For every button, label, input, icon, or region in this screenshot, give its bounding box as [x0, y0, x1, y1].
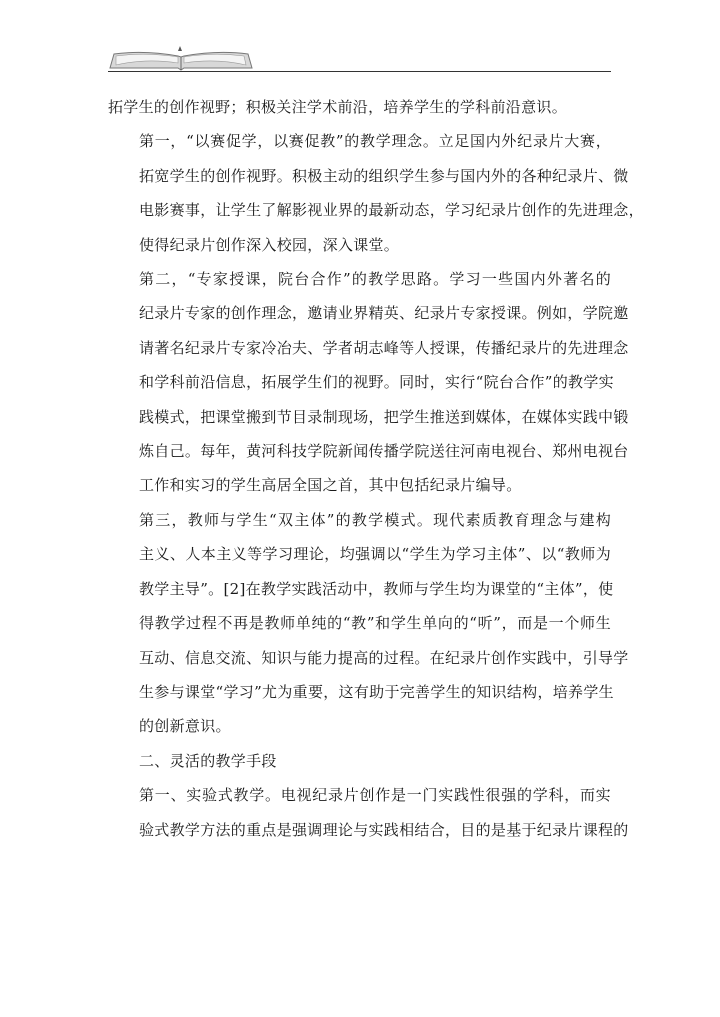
text-line: 第一、实验式教学。电视纪录片创作是一门实践性很强的学科，而实 — [139, 786, 611, 805]
paragraph — [108, 262, 629, 503]
text-line: 第三，教师与学生“双主体”的教学模式。现代素质教育理念与建构 — [139, 510, 611, 529]
open-book-icon — [108, 46, 254, 72]
text-line: 践模式，把课堂搬到节目录制现场，把学生推送到媒体，在媒体实践中锻 — [139, 407, 629, 426]
section-heading — [108, 744, 611, 778]
paragraph — [108, 90, 611, 124]
text-line: 拓学生的创作视野；积极关注学术前沿，培养学生的学科前沿意识。 — [108, 98, 568, 116]
text-line: 拓宽学生的创作视野。积极主动的组织学生参与国内外的各种纪录片、微 — [139, 166, 629, 185]
text-line: 的创新意识。 — [139, 717, 231, 736]
text-line: 使得纪录片创作深入校园，深入课堂。 — [139, 235, 400, 254]
paragraph — [108, 778, 629, 847]
header-rule — [108, 71, 611, 72]
paragraph — [108, 124, 644, 262]
text-line: 第一，“以赛促学，以赛促教”的教学理念。立足国内外纪录片大赛， — [139, 132, 611, 151]
text-line: 验式教学方法的重点是强调理论与实践相结合，目的是基于纪录片课程的 — [139, 820, 629, 839]
text-line: 炼自己。每年，黄河科技学院新闻传播学院送往河南电视台、郑州电视台 — [139, 442, 629, 461]
text-line: 互动、信息交流、知识与能力提高的过程。在纪录片创作实践中，引导学 — [139, 648, 629, 667]
text-line: 主义、人本主义等学习理论，均强调以“学生为学习主体”、以“教师为 — [139, 545, 611, 564]
text-line: 生参与课堂“学习”尤为重要，这有助于完善学生的知识结构，培养学生 — [139, 682, 614, 701]
document-body — [108, 90, 644, 847]
text-line: 得教学过程不再是教师单纯的“教”和学生单向的“听”，而是一个师生 — [139, 614, 611, 633]
paragraph — [108, 503, 629, 744]
text-line: 第二，“专家授课，院台合作”的教学思路。学习一些国内外著名的 — [139, 270, 611, 289]
text-line: 二、灵活的教学手段 — [139, 751, 277, 770]
text-line: 工作和实习的学生高居全国之首，其中包括纪录片编导。 — [139, 476, 522, 495]
text-line: 电影赛事，让学生了解影视业界的最新动态，学习纪录片创作的先进理念， — [139, 201, 644, 220]
text-line: 纪录片专家的创作理念，邀请业界精英、纪录片专家授课。例如，学院邀 — [139, 304, 629, 323]
text-line: 教学主导”。[2]在教学实践活动中，教师与学生均为课堂的“主体”，使 — [139, 579, 614, 598]
text-line: 请著名纪录片专家冷冶夫、学者胡志峰等人授课，传播纪录片的先进理念 — [139, 338, 629, 357]
text-line: 和学科前沿信息，拓展学生们的视野。同时，实行“院台合作”的教学实 — [139, 373, 614, 392]
